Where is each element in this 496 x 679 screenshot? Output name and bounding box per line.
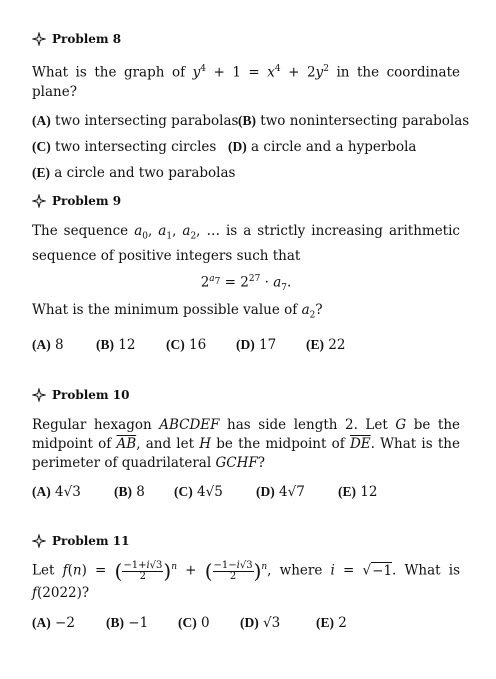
choice-b[interactable]: (B) −1 [106,615,149,631]
choice-c[interactable]: (C) 0 [178,615,210,631]
choice-b[interactable]: (B) 12 [96,336,136,353]
choice-d[interactable]: (D) 4√7 [256,484,305,500]
choice-d[interactable]: (D) 17 [236,336,277,353]
star-icon [32,32,46,46]
problem-header [32,30,460,48]
choice-d[interactable]: (D) √3 [240,615,281,631]
answer-choices [32,610,460,636]
answer-choices [32,108,470,186]
star-icon [32,388,46,402]
problem-8 [32,30,470,186]
problem-text: The sequence $a_0$, $a_1$, $a_2$, … is a strictly increasing arithmetic sequence of positive integers such that [32,223,460,264]
answer-choices [32,479,460,505]
problem-header [32,532,460,550]
choice-e[interactable]: (E) 12 [338,484,378,500]
equation: $2^{a_7} = 2^{27} \cdot a_7$. [200,273,292,293]
choice-b[interactable]: (B) two nonintersecting parabolas [238,112,470,129]
choice-d[interactable]: (D) a circle and a hyperbola [228,138,417,155]
star-icon [32,534,46,548]
problem-text: What is the graph of $y^4 + 1 = x^4 + 2y^2$ in the coordinate plane? [32,64,460,100]
choice-e[interactable]: (E) 2 [316,615,347,631]
problem-question: What is the minimum possible value of $a_2$? [32,301,323,321]
answer-choices [32,332,460,358]
star-icon [32,194,46,208]
choice-e[interactable]: (E) a circle and two parabolas [32,164,236,181]
problem-header [32,192,460,210]
problem-title: Problem 11 [52,534,130,548]
problem-11 [32,532,460,636]
problem-text: Let f(n) = ( $\frac{-1+i√3}{2}$ )$^n$ + ( $\frac{-1-i√3}{2}$ )$^n$, where i = √−1. What is f(2022)? [32,559,460,601]
choice-a[interactable]: (A) two intersecting parabolas [32,112,239,129]
choice-a[interactable]: (A) 4√3 [32,484,81,500]
choice-c[interactable]: (C) 16 [166,336,207,353]
problem-title: Problem 10 [52,388,130,402]
problem-text: Regular hexagon ABCDEF has side length 2. Let G be the midpoint of $\overline{AB}$, and let H be the midpoint of $\overline{DE}$. What is the perimeter of quadrilateral GCHF? [32,417,461,471]
choice-c[interactable]: (C) 4√5 [174,484,223,500]
problem-title: Problem 9 [52,194,122,208]
problem-title: Problem 8 [52,32,122,46]
problem-10 [32,386,460,505]
problem-9 [32,192,460,358]
choice-b[interactable]: (B) 8 [114,484,145,500]
choice-e[interactable]: (E) 22 [306,336,346,353]
choice-a[interactable]: (A) 8 [32,336,64,353]
choice-a[interactable]: (A) −2 [32,615,75,631]
problem-header [32,386,460,404]
choice-c[interactable]: (C) two intersecting circles [32,138,217,155]
